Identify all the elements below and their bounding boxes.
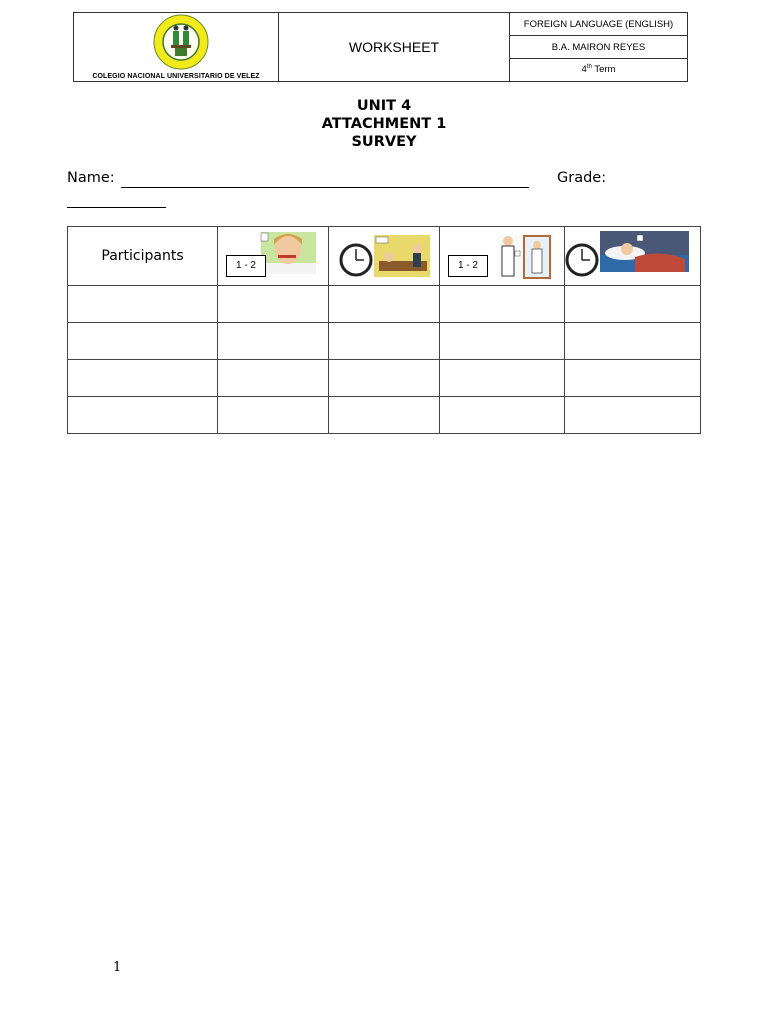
activity-cell-2 — [329, 227, 440, 286]
answer-cell[interactable] — [440, 323, 565, 360]
activity-cell-1 — [218, 227, 329, 286]
answer-cell[interactable] — [218, 323, 329, 360]
activity-cell-3 — [440, 227, 565, 286]
answer-cell[interactable] — [218, 397, 329, 434]
answer-cell[interactable] — [218, 360, 329, 397]
term — [510, 59, 688, 82]
survey-header-row — [68, 227, 701, 286]
answer-cell[interactable] — [565, 286, 701, 323]
answer-cell[interactable] — [440, 360, 565, 397]
survey-title: SURVEY — [351, 134, 417, 150]
table-row — [68, 323, 701, 360]
clock-sleeping-icon — [565, 227, 700, 281]
name-field[interactable] — [121, 187, 529, 188]
grade-field[interactable] — [67, 207, 166, 208]
table-row — [68, 397, 701, 434]
term-label: Term — [594, 64, 616, 76]
frequency-box-2: 1 - 2 — [448, 255, 488, 277]
survey-table — [67, 226, 701, 434]
answer-cell[interactable] — [565, 397, 701, 434]
grade-label: Grade: — [557, 170, 607, 186]
table-row — [68, 360, 701, 397]
answer-cell[interactable] — [218, 286, 329, 323]
answer-cell[interactable] — [565, 360, 701, 397]
attachment-title: ATTACHMENT 1 — [321, 116, 447, 132]
term-number: 4 — [581, 64, 587, 76]
term-suffix: th — [586, 64, 592, 71]
clock-breakfast-icon — [329, 227, 439, 281]
answer-cell[interactable] — [329, 397, 440, 434]
participant-cell[interactable] — [68, 323, 218, 360]
page-number: 1 — [113, 960, 122, 975]
title-block — [0, 97, 768, 151]
teacher: B.A. MAIRON REYES — [510, 36, 688, 59]
answer-cell[interactable] — [329, 323, 440, 360]
header-table — [73, 12, 688, 82]
subject: FOREIGN LANGUAGE (ENGLISH) — [510, 13, 688, 36]
answer-cell[interactable] — [565, 323, 701, 360]
answer-cell[interactable] — [440, 286, 565, 323]
doc-type: WORKSHEET — [279, 13, 510, 82]
table-row — [68, 286, 701, 323]
answer-cell[interactable] — [329, 286, 440, 323]
frequency-box-1: 1 - 2 — [226, 255, 266, 277]
activity-cell-4 — [565, 227, 701, 286]
participant-cell[interactable] — [68, 286, 218, 323]
school-name: COLEGIO NACIONAL UNIVERSITARIO DE VELEZ — [92, 73, 260, 80]
name-label: Name: — [67, 170, 115, 186]
unit-title: UNIT 4 — [356, 98, 412, 114]
answer-cell[interactable] — [440, 397, 565, 434]
logo-cell — [74, 13, 279, 82]
participant-cell[interactable] — [68, 360, 218, 397]
participants-header: Participants — [68, 227, 218, 286]
school-seal-icon — [153, 14, 209, 70]
participant-cell[interactable] — [68, 397, 218, 434]
answer-cell[interactable] — [329, 360, 440, 397]
